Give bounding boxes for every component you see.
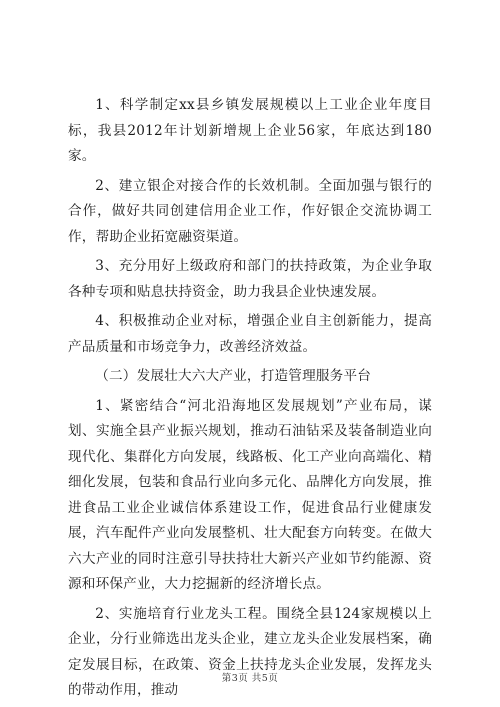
paragraph-industry-layout: 1、紧密结合“河北沿海地区发展规划”产业布局，谋划、实施全县产业振兴规划，推动石油钻采及装备制造业向现代化、集群化方向发展，线路板、化工产业向高端化、精细化发展，包装和食品行业向多元化、品牌化方向发展，推进食品工业企业诚信体系建设工作，促进食品行业健康发展，汽车配件产业向发展整机、壮大配套方向转变。在做大六大产业的同时注意引导扶持壮大新兴产业如节约能源、资源和环保产业，大力挖掘新的经济增长点。 — [68, 397, 432, 592]
section-heading-six-industries: （二）发展壮大六大产业，打造管理服务平台 — [95, 368, 372, 384]
paragraph-support-policies: 3、充分用好上级政府和部门的扶持政策，为企业争取各种专项和贴息扶持资金，助力我县企业快速发展。 — [68, 258, 432, 300]
paragraph-bank-cooperation: 2、建立银企对接合作的长效机制。全面加强与银行的合作，做好共同创建信用企业工作，作好银企交流协调工作，帮助企业拓宽融资渠道。 — [68, 177, 432, 245]
paragraph-benchmarking: 4、积极推动企业对标，增强企业自主创新能力，提高产品质量和市场竞争力，改善经济效益。 — [68, 313, 432, 355]
paragraph-target-enterprises: 1、科学制定xx县乡镇发展规模以上工业企业年度目标，我县2012年计划新增规上企业56家，年底达到180家。 — [68, 97, 432, 164]
document-body — [68, 93, 432, 704]
page-number-footer: 第3页 共5页 — [221, 673, 279, 684]
paragraph-leading-enterprises: 2、实施培育行业龙头工程。围绕全县124家规模以上企业，分行业筛选出龙头企业，建立龙头企业发展档案，确定发展目标，在政策、资金上扶持龙头企业发展，发挥龙头的带动作用，推动 — [68, 605, 432, 698]
